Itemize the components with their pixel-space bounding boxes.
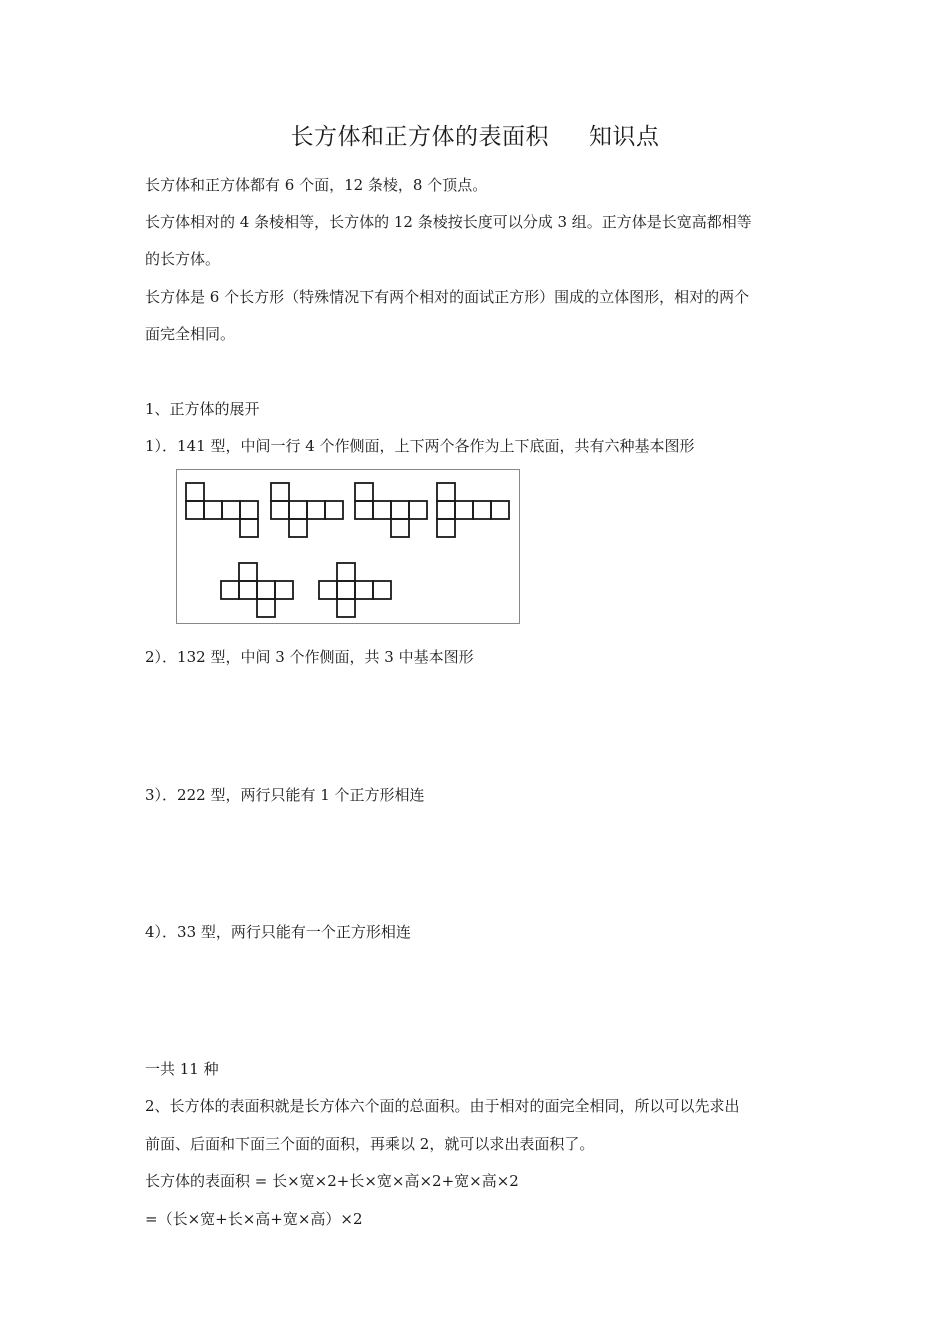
paragraph-3: 长方体是 6 个长方形（特殊情况下有两个相对的面试正方形）围成的立体图形，相对的两个 [145,288,750,306]
net-type-132: 2）．132 型，中间 3 个作侧面，共 3 中基本图形 [145,648,474,666]
paragraph-2: 长方体相对的 4 条棱相等，长方体的 12 条棱按长度可以分成 3 组。正方体是长宽高都相等 [145,213,752,231]
surface-area-formula-simplified: =（长×宽+长×高+宽×高）×2 [145,1210,363,1228]
net-2 [271,483,343,537]
surface-area-formula: 长方体的表面积 = 长×宽×2+长×宽×高×2+宽×高×2 [145,1172,519,1190]
net-5 [221,563,293,617]
net-3 [355,483,427,537]
net-total: 一共 11 种 [145,1060,219,1078]
page-title [0,118,950,151]
cube-net-diagram [177,470,519,623]
surface-area-desc-cont: 前面、后面和下面三个面的面积，再乘以 2，就可以求出表面积了。 [145,1135,595,1153]
net-6 [319,563,391,617]
section1-heading: 1、正方体的展开 [145,400,260,418]
title-sub: 知识点 [589,124,660,150]
net-type-141: 1）．141 型，中间一行 4 个作侧面，上下两个各作为上下底面，共有六种基本图形 [145,437,695,455]
paragraph-3-cont: 面完全相同。 [145,325,236,343]
net-type-33: 4）．33 型，两行只能有一个正方形相连 [145,923,411,941]
title-main: 长方体和正方体的表面积 [290,124,549,150]
cube-net-figure [176,469,520,624]
paragraph-1: 长方体和正方体都有 6 个面，12 条棱，8 个顶点。 [145,176,488,194]
net-4 [437,483,509,537]
surface-area-desc: 2、长方体的表面积就是长方体六个面的总面积。由于相对的面完全相同，所以可以先求出 [145,1097,740,1115]
net-type-222: 3）．222 型，两行只能有 1 个正方形相连 [145,786,425,804]
paragraph-2-cont: 的长方体。 [145,250,221,268]
net-1 [186,483,258,537]
